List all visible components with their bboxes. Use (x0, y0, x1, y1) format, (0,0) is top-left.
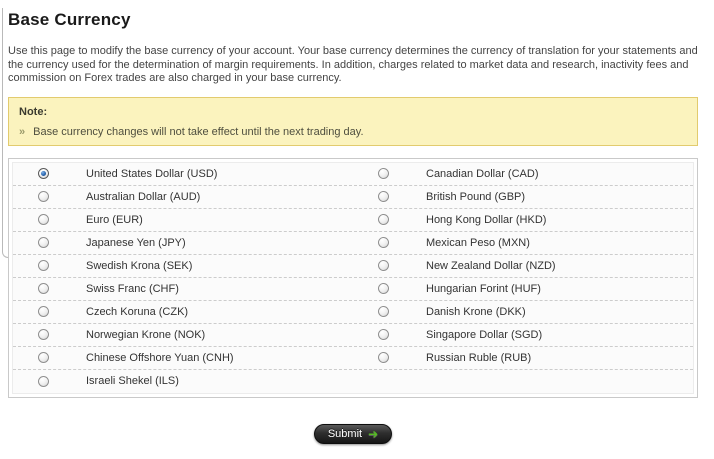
submit-button[interactable] (314, 424, 392, 444)
radio-ils[interactable] (38, 376, 49, 387)
currency-row (13, 301, 693, 324)
currency-option-aud[interactable] (13, 186, 353, 208)
radio-eur[interactable] (38, 214, 49, 225)
currency-option-sgd[interactable] (353, 324, 693, 346)
submit-area (8, 424, 698, 445)
currency-option-usd[interactable] (13, 163, 353, 185)
radio-nok[interactable] (38, 329, 49, 340)
currency-row (13, 347, 693, 370)
radio-aud[interactable] (38, 191, 49, 202)
radio-mxn[interactable] (378, 237, 389, 248)
currency-option-jpy[interactable] (13, 232, 353, 254)
radio-gbp[interactable] (378, 191, 389, 202)
currency-row (13, 232, 693, 255)
currency-table-inner (12, 162, 694, 394)
currency-label-sgd[interactable]: Singapore Dollar (SGD) (426, 328, 543, 341)
currency-label-sek[interactable]: Swedish Krona (SEK) (86, 259, 193, 272)
radio-chf[interactable] (38, 283, 49, 294)
currency-option-sek[interactable] (13, 255, 353, 277)
currency-label-rub[interactable]: Russian Ruble (RUB) (426, 351, 532, 364)
currency-row (13, 186, 693, 209)
currency-option-rub[interactable] (353, 347, 693, 369)
submit-button-label: Submit (327, 427, 363, 440)
empty-cell (353, 370, 693, 393)
radio-sgd[interactable] (378, 329, 389, 340)
currency-label-cad[interactable]: Canadian Dollar (CAD) (426, 167, 539, 180)
currency-option-cnh[interactable] (13, 347, 353, 369)
currency-option-huf[interactable] (353, 278, 693, 300)
currency-option-nok[interactable] (13, 324, 353, 346)
radio-nzd[interactable] (378, 260, 389, 271)
page-title: Base Currency (8, 10, 131, 29)
currency-label-chf[interactable]: Swiss Franc (CHF) (86, 282, 179, 295)
currency-row (13, 278, 693, 301)
currency-row (13, 209, 693, 232)
radio-sek[interactable] (38, 260, 49, 271)
currency-table (8, 158, 698, 398)
radio-czk[interactable] (38, 306, 49, 317)
arrow-right-icon: ➔ (368, 426, 379, 441)
note-text: Base currency changes will not take effect until the next trading day. (33, 125, 364, 138)
currency-option-nzd[interactable] (353, 255, 693, 277)
page-description: Use this page to modify the base currency of your account. Your base currency determines the currency of translation for your statements and the currency used for the determination of margin requirements. In addition, charges related to market data and research, inactivity fees and commission on Forex trades are also charged in your base currency. (8, 45, 698, 84)
currency-label-nzd[interactable]: New Zealand Dollar (NZD) (426, 259, 556, 272)
radio-hkd[interactable] (378, 214, 389, 225)
currency-label-usd[interactable]: United States Dollar (USD) (86, 167, 218, 180)
currency-row (13, 255, 693, 278)
currency-option-dkk[interactable] (353, 301, 693, 323)
currency-option-gbp[interactable] (353, 186, 693, 208)
currency-label-nok[interactable]: Norwegian Krone (NOK) (86, 328, 206, 341)
currency-option-cad[interactable] (353, 163, 693, 185)
currency-row (13, 370, 693, 393)
currency-label-czk[interactable]: Czech Koruna (CZK) (86, 305, 189, 318)
radio-usd[interactable] (38, 168, 49, 179)
radio-cnh[interactable] (38, 352, 49, 363)
currency-label-cnh[interactable]: Chinese Offshore Yuan (CNH) (86, 351, 234, 364)
double-chevron-icon: » (19, 125, 26, 138)
note-box (8, 97, 698, 146)
radio-dkk[interactable] (378, 306, 389, 317)
currency-row (13, 324, 693, 347)
currency-label-huf[interactable]: Hungarian Forint (HUF) (426, 282, 541, 295)
note-line (19, 126, 687, 138)
currency-option-mxn[interactable] (353, 232, 693, 254)
currency-label-gbp[interactable]: British Pound (GBP) (426, 190, 526, 203)
currency-label-ils[interactable]: Israeli Shekel (ILS) (86, 375, 179, 387)
currency-option-chf[interactable] (13, 278, 353, 300)
currency-label-mxn[interactable]: Mexican Peso (MXN) (426, 236, 530, 249)
currency-label-jpy[interactable]: Japanese Yen (JPY) (86, 236, 186, 249)
currency-option-czk[interactable] (13, 301, 353, 323)
radio-jpy[interactable] (38, 237, 49, 248)
currency-label-eur[interactable]: Euro (EUR) (86, 213, 143, 226)
radio-huf[interactable] (378, 283, 389, 294)
note-title: Note: (19, 105, 48, 118)
base-currency-page (8, 10, 698, 444)
currency-option-hkd[interactable] (353, 209, 693, 231)
currency-row (13, 163, 693, 186)
currency-option-eur[interactable] (13, 209, 353, 231)
radio-cad[interactable] (378, 168, 389, 179)
currency-option-ils[interactable] (13, 370, 353, 393)
currency-label-aud[interactable]: Australian Dollar (AUD) (86, 190, 201, 203)
currency-label-dkk[interactable]: Danish Krone (DKK) (426, 305, 526, 318)
radio-rub[interactable] (378, 352, 389, 363)
currency-label-hkd[interactable]: Hong Kong Dollar (HKD) (426, 213, 547, 226)
